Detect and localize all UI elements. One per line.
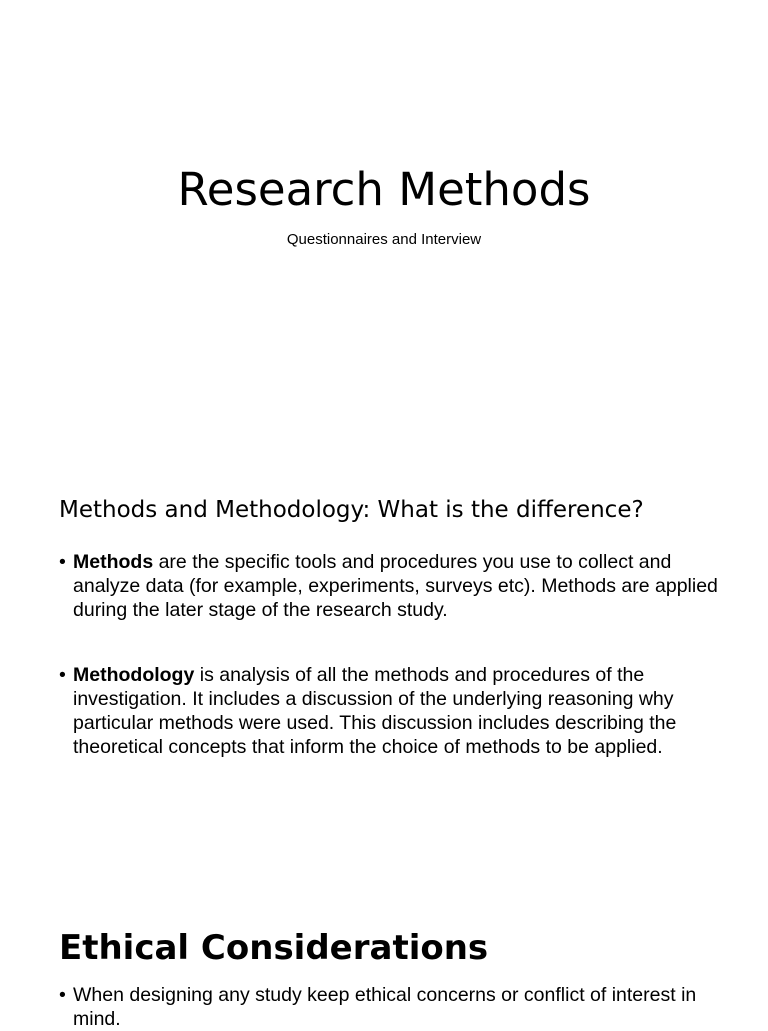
title-slide [0,0,768,440]
bullet-marker: • [59,664,66,686]
slide-heading: Ethical Considerations [59,928,489,968]
bullet-text: When designing any study keep ethical concerns or conflict of interest in mind. [73,984,697,1030]
presentation-subtitle: Questionnaires and Interview [286,231,482,248]
bullet-methods [59,550,719,622]
bullet-methodology [59,663,719,759]
ethics-slide [0,920,768,1030]
bullet-text: is analysis of all the methods and procedures of the investigation. It includes a discussion of the underlying reasoning why particular methods were used. This discussion includes describing the theoretical concepts that inform the choice of methods to be applied. [73,664,677,758]
slide-heading: Methods and Methodology: What is the difference? [59,497,644,523]
bullet-marker: • [59,551,66,573]
bullet-text: are the specific tools and procedures you use to collect and analyze data (for example, experiments, surveys etc). Methods are applied during the later stage of the research study. [73,551,718,621]
bullet-term: Methodology [73,664,195,686]
presentation-title: Research Methods [177,163,591,216]
methods-slide [0,490,768,890]
bullet-term: Methods [73,551,154,573]
bullet-marker: • [59,984,66,1006]
